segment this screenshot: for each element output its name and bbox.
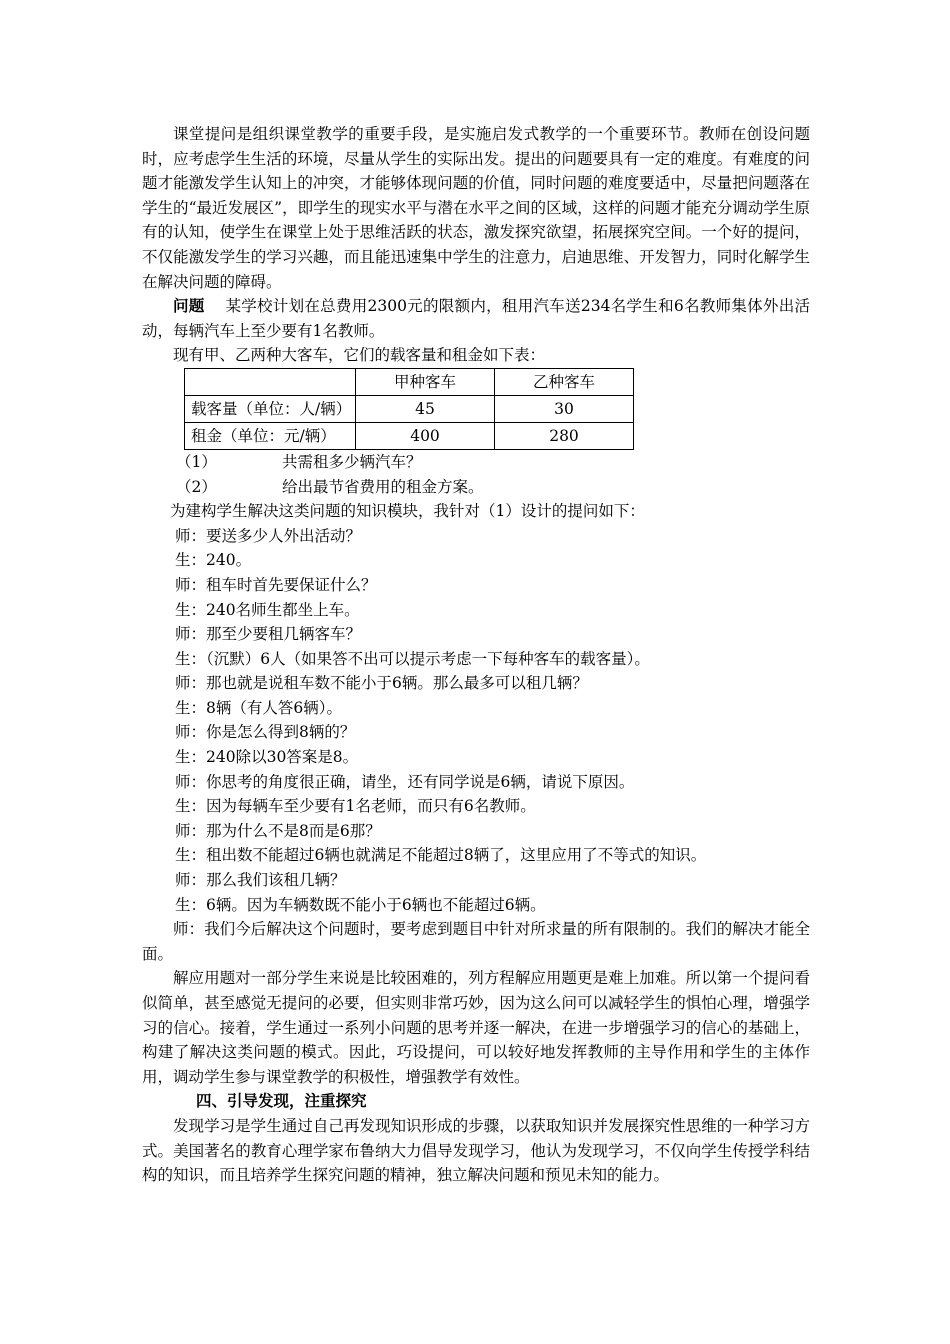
problem-label: 问题 [173, 296, 205, 316]
table-header-cell: 乙种客车 [495, 368, 634, 395]
dialogue-line: 师：你是怎么得到8辆的？ [175, 723, 356, 742]
analysis-paragraph: 解应用题对一部分学生来说是比较困难的，列方程解应用题更是难上加难。所以第一个提问看似简单，甚至感觉无提问的必要，但实则非常巧妙，因为这么问可以减轻学生的惧怕心理，增强学习的信心。接着，学生通过一系列小问题的思考并逐一解决，在进一步增强学习的信心的基础上，构建了解决这类问题的模式。因此，巧设提问，可以较好地发挥教师的主导作用和学生的主体作用，调动学生参与课堂教学的积极性，增强教学有效性。 [142, 969, 810, 1086]
question-item [142, 475, 810, 500]
document-body [142, 122, 810, 1188]
dialogue-line: 师：那至少要租几辆客车？ [175, 625, 362, 644]
question-text: 给出最节省费用的租金方案。 [282, 477, 484, 496]
dialogue-line: 师：你思考的角度很正确，请坐，还有同学说是6辆，请说下原因。 [175, 772, 635, 791]
table-intro: 现有甲、乙两种大客车，它们的载客量和租金如下表： [173, 346, 546, 365]
intro-paragraph: 课堂提问是组织课堂教学的重要手段，是实施启发式教学的一个重要环节。教师在创设问题时，应考虑学生生活的环境，尽量从学生的实际出发。提出的问题要具有一定的难度。有难度的问题才能激发学生认知上的冲突，才能够体现问题的价值，同时问题的难度要适中，尽量把问题落在学生的“最近发展区”，即学生的现实水平与潜在水平之间的区域，这样的问题才能充分调动学生原有的认知，使学生在课堂上处于思维活跃的状态，激发探究欲望，拓展探究空间。一个好的提问，不仅能激发学生的学习兴趣，而且能迅速集中学生的注意力，启迪思维、开发智力，同时化解学生在解决问题的障碍。 [142, 125, 810, 291]
dialogue-line: 师：那也就是说租车数不能小于6辆。那么最多可以租几辆？ [175, 674, 588, 693]
dialogue-line: 师：那为什么不是8而是6那？ [175, 821, 381, 840]
table-header-cell [185, 368, 356, 395]
dialogue-line: 生：因为每辆车至少要有1名老师，而只有6名教师。 [175, 797, 536, 816]
dialogue [142, 524, 810, 918]
dialogue-line: 师：那么我们该租几辆？ [175, 871, 346, 890]
teacher-conclusion: 师：我们今后解决这个问题时，要考虑到题目中针对所求量的所有限制的。我们的解决才能全面。 [142, 920, 810, 963]
dialogue-line: 生：8辆（有人答6辆）。 [175, 698, 342, 717]
question-text: 共需租多少辆汽车？ [282, 452, 422, 471]
dialogue-line: 生：240。 [175, 551, 252, 570]
problem-text: 某学校计划在总费用2300元的限额内，租用汽车送234名学生和6名教师集体外出活动，每辆汽车上至少要有1名教师。 [142, 297, 810, 340]
table-cell: 30 [495, 395, 634, 422]
table-cell: 45 [356, 395, 495, 422]
dialogue-line: 生：租出数不能超过6辆也就满足不能超过8辆了，这里应用了不等式的知识。 [175, 846, 707, 865]
table-cell: 280 [495, 422, 634, 449]
question-item [142, 450, 810, 475]
table-cell: 400 [356, 422, 495, 449]
design-intro: 为建构学生解决这类问题的知识模块，我针对（1）设计的提问如下： [170, 502, 645, 521]
table-row [185, 395, 634, 422]
problem-statement [142, 294, 810, 343]
bus-rental-table [184, 368, 634, 450]
table-cell: 载客量（单位：人/辆） [185, 395, 356, 422]
table-row [185, 422, 634, 449]
dialogue-line: 生：240除以30答案是8。 [175, 748, 359, 767]
table-header-cell: 甲种客车 [356, 368, 495, 395]
question-number: （1） [176, 452, 217, 471]
dialogue-line: 师：租车时首先要保证什么？ [175, 575, 377, 594]
section-heading: 四、引导发现，注重探究 [196, 1091, 367, 1111]
table-header-row [185, 368, 634, 395]
question-number: （2） [176, 477, 217, 496]
dialogue-line: 师：要送多少人外出活动？ [175, 526, 362, 545]
dialogue-line: 生：240名师生都坐上车。 [175, 600, 360, 619]
table-cell: 租金（单位：元/辆） [185, 422, 356, 449]
dialogue-line: 生：（沉默）6人（如果答不出可以提示考虑一下每种客车的载客量）。 [175, 649, 650, 668]
dialogue-line: 生：6辆。因为车辆数既不能小于6辆也不能超过6辆。 [175, 895, 546, 914]
discovery-paragraph: 发现学习是学生通过自己再发现知识形成的步骤，以获取知识并发展探究性思维的一种学习方式。美国著名的教育心理学家布鲁纳大力倡导发现学习，他认为发现学习，不仅向学生传授学科结构的知识，而且培养学生探究问题的精神，独立解决问题和预见未知的能力。 [142, 1116, 810, 1185]
